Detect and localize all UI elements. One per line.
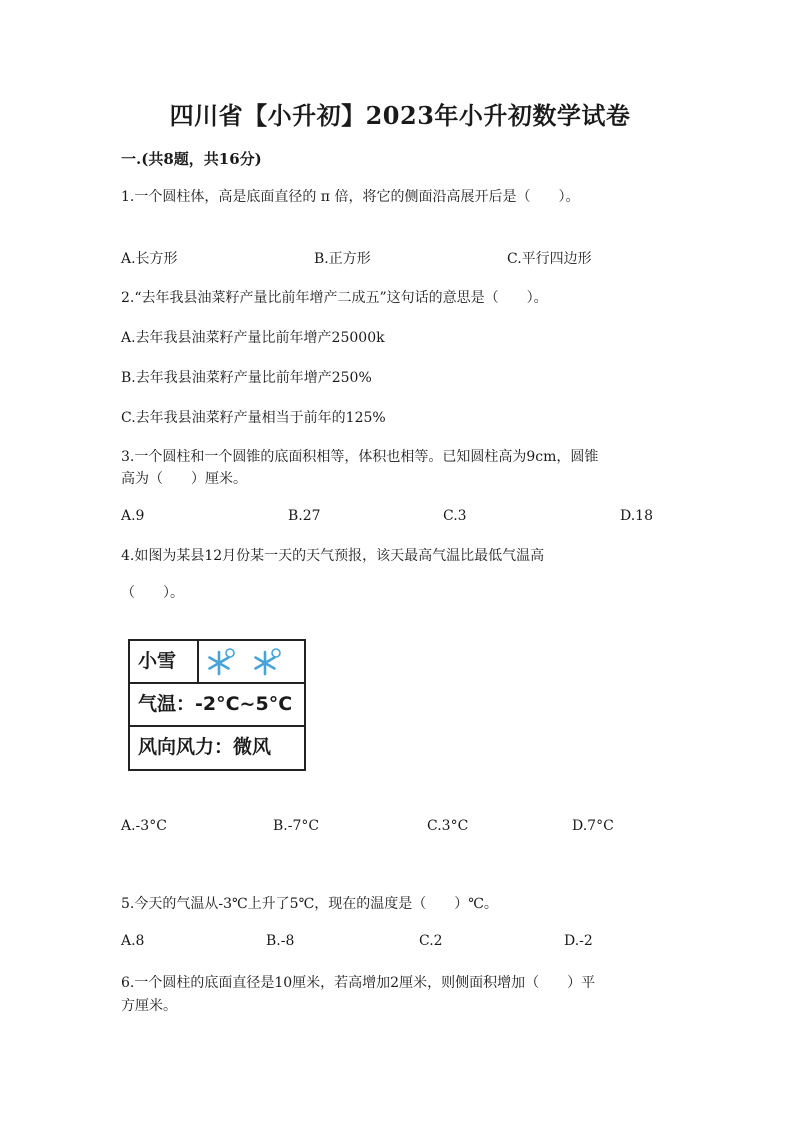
- question-4-option-c[interactable]: C.3°C: [427, 818, 469, 834]
- question-3-option-d[interactable]: D.18: [620, 508, 653, 524]
- question-1-option-a[interactable]: A.长方形: [121, 251, 178, 267]
- question-2-option-b[interactable]: B.去年我县油菜籽产量比前年增产250%: [121, 370, 372, 386]
- question-3-option-b[interactable]: B.27: [288, 508, 321, 524]
- weather-forecast-figure: [128, 639, 306, 771]
- question-2-option-a[interactable]: A.去年我县油菜籽产量比前年增产25000k: [121, 330, 385, 346]
- question-4-text-line2: （ ）。: [121, 585, 184, 601]
- snowflake-icon: [204, 646, 238, 680]
- weather-row-wind: 风向风力：微风: [138, 736, 272, 758]
- question-5-option-c[interactable]: C.2: [419, 933, 443, 949]
- question-5-text: 5.今天的气温从-3℃上升了5℃，现在的温度是（ ）℃。: [121, 896, 498, 912]
- question-4-text-line1: 4.如图为某县12月份某一天的天气预报，该天最高气温比最低气温高: [121, 548, 545, 564]
- question-2-option-c[interactable]: C.去年我县油菜籽产量相当于前年的125%: [121, 410, 386, 426]
- weather-divider: [197, 641, 199, 682]
- section-heading: 一.(共8题，共16分): [121, 150, 262, 168]
- question-5-option-d[interactable]: D.-2: [564, 933, 593, 949]
- question-4-option-b[interactable]: B.-7°C: [273, 818, 320, 834]
- question-3-option-a[interactable]: A.9: [121, 508, 145, 524]
- question-3-text-line2: 高为（ ）厘米。: [121, 471, 247, 487]
- question-4-option-d[interactable]: D.7°C: [572, 818, 614, 834]
- question-4-option-a[interactable]: A.-3°C: [121, 818, 167, 834]
- weather-row-condition: [130, 641, 304, 684]
- weather-row-temperature: 气温：-2°C~5°C: [130, 684, 304, 727]
- snowflake-icon: [250, 646, 284, 680]
- question-5-option-a[interactable]: A.8: [121, 933, 145, 949]
- weather-condition-label: 小雪: [138, 650, 177, 672]
- question-3-option-c[interactable]: C.3: [443, 508, 467, 524]
- question-6-text-line2: 方厘米。: [121, 998, 177, 1014]
- question-1-option-b[interactable]: B.正方形: [314, 251, 371, 267]
- question-3-text-line1: 3.一个圆柱和一个圆锥的底面积相等，体积也相等。已知圆柱高为9cm，圆锥: [121, 449, 599, 465]
- question-2-text: 2.“去年我县油菜籽产量比前年增产二成五”这句话的意思是（ ）。: [121, 290, 548, 306]
- page-title: 四川省【小升初】2023年小升初数学试卷: [169, 101, 631, 130]
- question-5-option-b[interactable]: B.-8: [266, 933, 295, 949]
- question-1-option-c[interactable]: C.平行四边形: [507, 251, 592, 267]
- question-1-text: 1.一个圆柱体，高是底面直径的 π 倍，将它的侧面沿高展开后是（ ）。: [121, 189, 580, 205]
- question-6-text-line1: 6.一个圆柱的底面直径是10厘米，若高增加2厘米，则侧面积增加（ ）平: [121, 975, 596, 991]
